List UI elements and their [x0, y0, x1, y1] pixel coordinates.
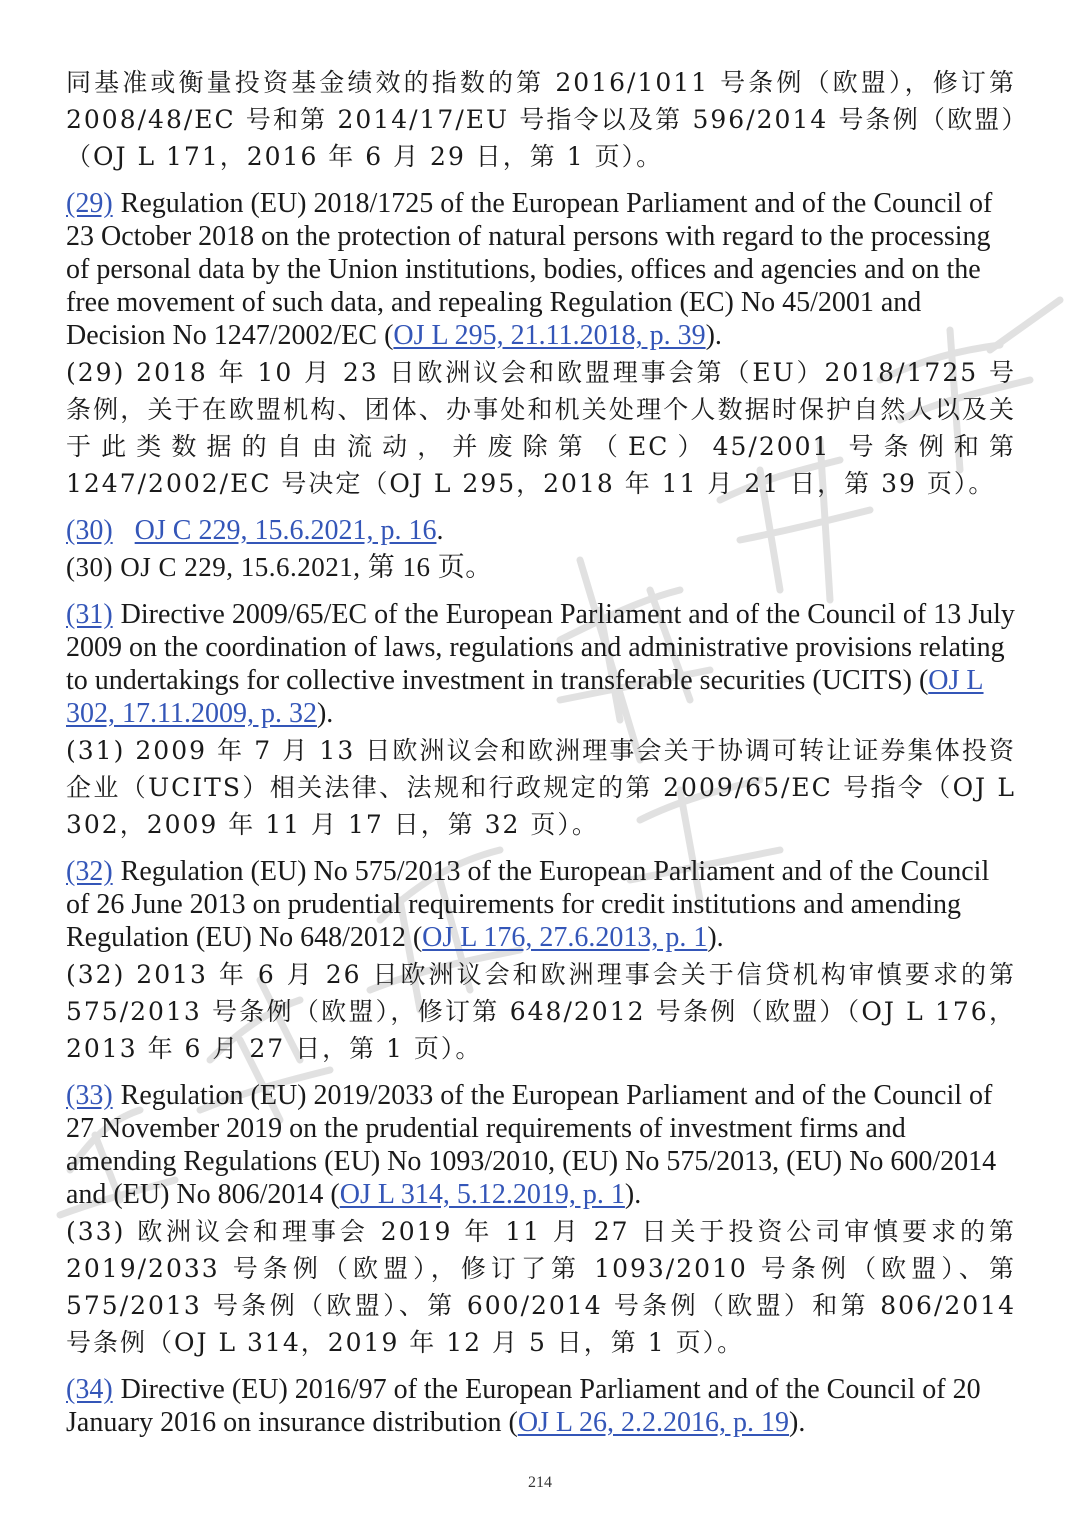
footnote-31-number-link[interactable]: (31) [66, 599, 113, 630]
footnote-30-number-link[interactable]: (30) [66, 515, 113, 546]
footnote-34-number-link[interactable]: (34) [66, 1374, 113, 1405]
footnote-34-oj-link[interactable]: OJ L 26, 2.2.2016, p. 19 [517, 1407, 789, 1438]
footnote-30-zh: (30) OJ C 229, 15.6.2021, 第 16 页。 [66, 552, 493, 582]
footnote-29 [66, 187, 1016, 502]
footnote-33-oj-link[interactable]: OJ L 314, 5.12.2019, p. 1 [339, 1179, 625, 1210]
footnote-34 [66, 1373, 1016, 1439]
page-number: 214 [528, 1474, 552, 1491]
footnote-31 [66, 598, 1016, 843]
footnote-32-number-link[interactable]: (32) [66, 856, 113, 887]
document-body [66, 64, 1016, 1451]
footnote-29-text: Regulation (EU) 2018/1725 of the European Parliament and of the Council of 23 October 2018 on the protection of natural persons with regard to the processing of personal data by the Union institutions, bodies, offices and agencies and on the free movement of such data, and repealing Regulation (EC) No 45/2001 and Decision No 1247/2002/EC ( [66, 188, 993, 351]
footnote-30-en [66, 514, 1016, 547]
footnote-32-en [66, 855, 1016, 954]
footnote-31-tail: ). [316, 698, 334, 729]
footnote-34-tail: ). [789, 1407, 806, 1438]
footnote-29-en [66, 187, 1016, 352]
intro-paragraph-zh: 同基准或衡量投资基金绩效的指数的第 2016/1011 号条例（欧盟），修订第 2008/48/EC 号和第 2014/17/EU 号指令以及第 596/2014 号条例（欧盟）（OJ L 171，2016 年 6 月 29 日，第 1 页）。 [66, 68, 1016, 171]
footnote-34-text: Directive (EU) 2016/97 of the European Parliament and of the Council of 20 January 2016 on insurance distribution ( [66, 1374, 981, 1438]
footnote-32-zh: (32) 2013 年 6 月 26 日欧洲议会和欧洲理事会关于信贷机构审慎要求的第 575/2013 号条例（欧盟），修订第 648/2012 号条例（欧盟）（OJ L 176，2013 年 6 月 27 日，第 1 页）。 [66, 960, 1016, 1063]
footnote-29-zh: (29) 2018 年 10 月 23 日欧洲议会和欧盟理事会第（EU）2018/1725 号条例，关于在欧盟机构、团体、办事处和机关处理个人数据时保护自然人以及关于此类数据的自由流动，并废除第（EC）45/2001 号条例和第 1247/2002/EC 号决定（OJ L 295，2018 年 11 月 21 日，第 39 页）。 [66, 358, 1016, 498]
footnote-31-zh: (31) 2009 年 7 月 13 日欧洲议会和欧洲理事会关于协调可转让证券集体投资企业（UCITS）相关法律、法规和行政规定的第 2009/65/EC 号指令（OJ L 302，2009 年 11 月 17 日，第 32 页）。 [66, 736, 1016, 839]
footnote-29-tail: ). [705, 320, 722, 351]
footnote-33-zh: (33) 欧洲议会和理事会 2019 年 11 月 27 日关于投资公司审慎要求的第 2019/2033 号条例（欧盟），修订了第 1093/2010 号条例（欧盟）、第 575/2013 号条例（欧盟）、第 600/2014 号条例（欧盟）和第 806/2014 号条例（OJ L 314，2019 年 12 月 5 日，第 1 页）。 [66, 1217, 1016, 1357]
footnote-31-oj-link[interactable]: OJ L 302, 17.11.2009, p. 32 [66, 665, 984, 729]
footnote-29-oj-link[interactable]: OJ L 295, 21.11.2018, p. 39 [393, 320, 706, 351]
footnote-33-en [66, 1079, 1016, 1211]
footnote-34-en [66, 1373, 1016, 1439]
footnote-33-number-link[interactable]: (33) [66, 1080, 113, 1111]
footnote-32-text: Regulation (EU) No 575/2013 of the European Parliament and of the Council of 26 June 2013 on prudential requirements for credit institutions and amending Regulation (EU) No 648/2012 ( [66, 856, 990, 953]
footnote-33-text: Regulation (EU) 2019/2033 of the European Parliament and of the Council of 27 November 2019 on the prudential requirements of investment firms and amending Regulations (EU) No 1093/2010, (EU) No 575/2013, (EU) No 600/2014 and (EU) No 806/2014 ( [66, 1080, 997, 1210]
footnote-32-tail: ). [707, 922, 724, 953]
footnote-30 [66, 514, 1016, 586]
footnote-32 [66, 855, 1016, 1067]
footnote-31-text: Directive 2009/65/EC of the European Parliament and of the Council of 13 July 2009 on the coordination of laws, regulations and administrative provisions relating to undertakings for collective investment in transferable securities (UCITS) ( [66, 599, 1015, 696]
footnote-30-tail: . [436, 515, 444, 546]
footnote-31-en [66, 598, 1016, 730]
footnote-33-tail: ). [624, 1179, 642, 1210]
footnote-32-oj-link[interactable]: OJ L 176, 27.6.2013, p. 1 [422, 922, 708, 953]
footnote-29-number-link[interactable]: (29) [66, 188, 113, 219]
footnote-30-oj-link[interactable]: OJ C 229, 15.6.2021, p. 16 [134, 515, 437, 546]
footnote-33 [66, 1079, 1016, 1361]
